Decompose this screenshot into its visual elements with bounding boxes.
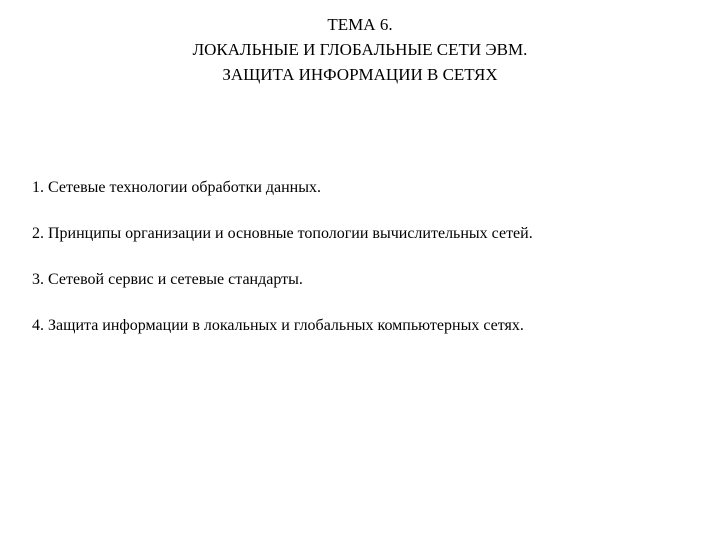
topic-item: 1. Сетевые технологии обработки данных. bbox=[32, 179, 321, 196]
slide-title bbox=[0, 12, 720, 87]
title-line-security: ЗАЩИТА ИНФОРМАЦИИ В СЕТЯХ bbox=[222, 65, 498, 84]
title-line-topic-number: ТЕМА 6. bbox=[327, 15, 393, 34]
topic-item: 3. Сетевой сервис и сетевые стандарты. bbox=[32, 271, 303, 288]
topic-item: 4. Защита информации в локальных и глобальных компьютерных сетях. bbox=[32, 317, 524, 334]
title-line-networks: ЛОКАЛЬНЫЕ И ГЛОБАЛЬНЫЕ СЕТИ ЭВМ. bbox=[192, 40, 528, 59]
topic-item: 2. Принципы организации и основные топологии вычислительных сетей. bbox=[32, 225, 533, 242]
topics-list bbox=[32, 178, 712, 362]
